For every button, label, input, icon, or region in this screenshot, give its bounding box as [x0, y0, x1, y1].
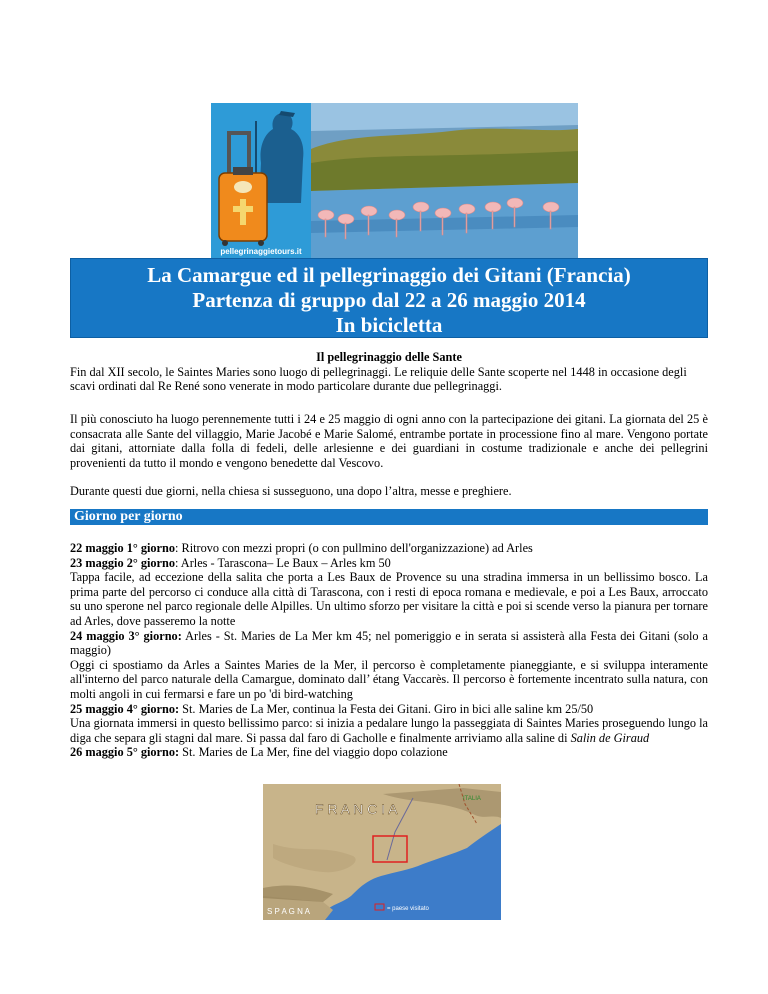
- title-line-1: La Camargue ed il pellegrinaggio dei Gitani (Francia): [147, 263, 631, 287]
- day-label: 24 maggio 3° giorno:: [70, 628, 182, 643]
- itinerary-item: [70, 541, 708, 556]
- itinerary: [70, 541, 708, 760]
- map-label-spain: S P A G N A: [267, 907, 310, 916]
- intro-paragraph-1: Fin dal XII secolo, le Saintes Maries sono luogo di pellegrinaggi. Le reliquie delle Sante scoperte nel 1448 in occasione degli scavi ordinati dal Re René sono venerate in modo particolare durante due pellegrinaggi.: [70, 364, 687, 394]
- logo-text: pellegrinaggietours.it: [220, 247, 302, 256]
- day-text: Una giornata immersi in questo bellissimo parco: si inizia a pedalare lungo la passeggiata di Saintes Maries proseguendo lungo la diga che separa gli stagni dal mare. Si passa dal faro di Gacholle e finalmente arriviamo alla saline di: [70, 716, 708, 745]
- route-map: [263, 784, 501, 920]
- day-text: St. Maries de La Mer, fine del viaggio dopo colazione: [179, 745, 448, 760]
- header-image: [211, 103, 578, 258]
- day-text: Arles - St. Maries de La Mer km 45; nel pomeriggio e in serata si assisterà alla Festa dei Gitani (solo a maggio): [70, 628, 709, 658]
- day-label: 23 maggio 2° giorno: [70, 555, 175, 570]
- itinerary-description: Tappa facile, ad eccezione della salita che porta a Les Baux de Provence su una stradina immersa in un bellissimo bosco. La prima parte del percorso ci conduce alla città di Tarascona, con i resti di epoca romana e medievale, e poi a Les Baux, arroccato su uno sperone nel parco regionale delle Alpilles. Un ultimo sforzo per visitare la città e poi si scende verso la pianura per tornare ad Arles, dove passeremo la notte: [70, 570, 708, 628]
- section-title-bar: Giorno per giorno: [70, 509, 708, 525]
- day-text: : Arles - Tarascona– Le Baux – Arles km 50: [175, 555, 391, 570]
- flamingos-photo: [311, 103, 578, 258]
- intro-section: [70, 350, 708, 394]
- itinerary-item: [70, 745, 708, 760]
- salin-de-giraud: Salin de Giraud: [570, 730, 650, 745]
- day-text: St. Maries de La Mer, continua la Festa dei Gitani. Giro in bici alle saline km 25/50: [179, 701, 594, 716]
- title-banner: [70, 258, 708, 338]
- pellegrinaggi-logo: [211, 103, 311, 258]
- map-label-france: F R A N C I A: [315, 801, 398, 817]
- itinerary-description: [70, 716, 708, 745]
- day-label: 25 maggio 4° giorno:: [70, 701, 180, 716]
- itinerary-item: [70, 629, 708, 658]
- title-line-3: In bicicletta: [335, 313, 443, 337]
- day-text: : Ritrovo con mezzi propri (o con pullmino dell'organizzazione) ad Arles: [175, 541, 533, 555]
- day-label: 26 maggio 5° giorno:: [70, 745, 180, 760]
- intro-heading: Il pellegrinaggio delle Sante: [316, 350, 462, 364]
- itinerary-item: [70, 702, 708, 717]
- itinerary-description: Oggi ci spostiamo da Arles a Saintes Maries de la Mer, il percorso è completamente pianeggiante, e si sviluppa interamente all'interno del parco naturale della Camargue, dominato dall’ étang Vaccarès. Il percorso è fortemente incentrato sulla natura, con molti angoli in cui fermarsi e fare un po 'di bird-watching: [70, 657, 708, 701]
- day-label: 22 maggio 1° giorno: [70, 541, 175, 555]
- intro-paragraph-2: Il più conosciuto ha luogo perennemente tutti i 24 e 25 maggio di ogni anno con la partecipazione dei gitani. La giornata del 25 è consacrata alle Sante del villaggio, Marie Jacobé e Marie Salomé, entrambe portate in processione fino al mare. Vengono portate dai gitani, attorniate dalla folla di fedeli, delle arlesienne e dei guardiani in costume tradizionale e anche dei pellegrini provenienti da tutto il mondo e vengono benedette dal Vescovo.: [70, 412, 708, 470]
- map-label-italy: ITALIA: [463, 796, 481, 802]
- itinerary-item: [70, 556, 708, 571]
- intro-paragraph-3: Durante questi due giorni, nella chiesa si susseguono, una dopo l’altra, messe e preghiere.: [70, 484, 512, 498]
- title-line-2: Partenza di gruppo dal 22 a 26 maggio 2014: [192, 288, 586, 312]
- map-legend: = paese visitato: [387, 906, 429, 912]
